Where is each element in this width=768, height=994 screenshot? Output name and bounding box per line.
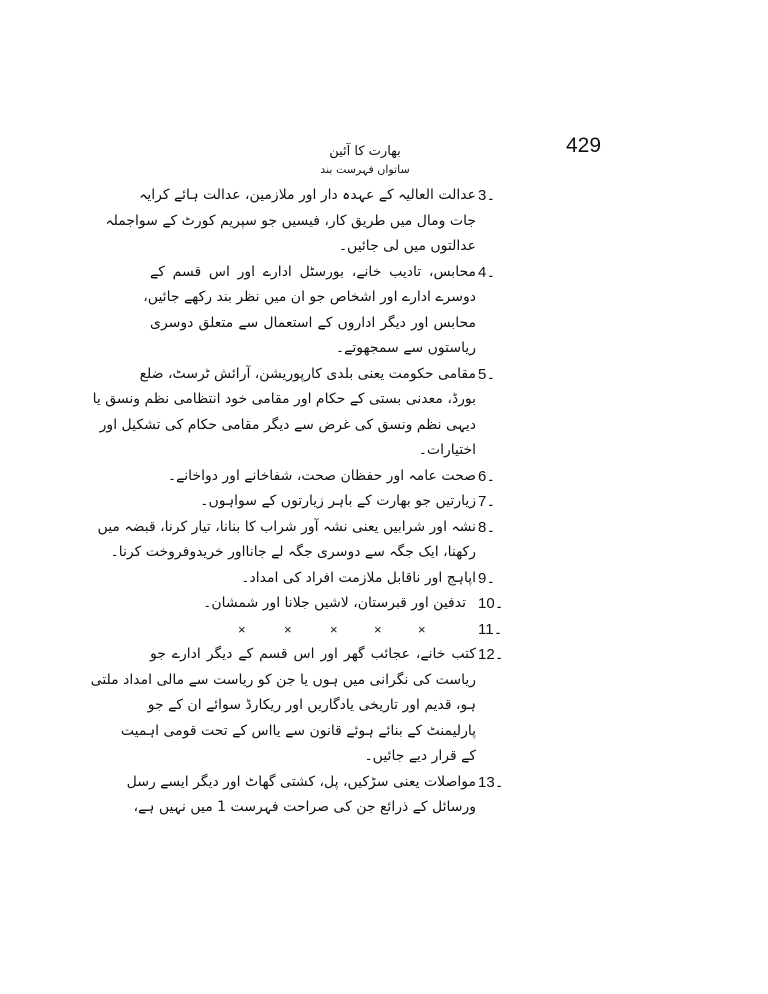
entry-8 [97, 515, 496, 566]
entry-line: نشہ اور شرابیں یعنی نشہ آور شراب کا بنانا، تیار کرنا، قبضہ میں [97, 518, 476, 535]
entry-line: ریاستوں سے سمجھوتے۔ [335, 340, 476, 356]
entry-10 [150, 591, 504, 617]
entry-number: 9۔ [478, 569, 496, 587]
omitted-marks-row [150, 617, 476, 643]
entry-line: مواصلات یعنی سڑکیں، پل، کشتی گھاٹ اور دیگر ایسے رسل [126, 773, 476, 790]
entry-line: ہو، قدیم اور تاریخی یادگاریں اور ریکارڈ سوائے ان کے جو [147, 697, 476, 713]
omitted-mark: × [284, 621, 292, 637]
entry-5 [92, 362, 496, 464]
entry-7 [150, 489, 496, 515]
entry-number: 6۔ [478, 467, 496, 485]
entry-number: 13۔ [478, 773, 504, 791]
omitted-mark: × [330, 621, 338, 637]
entry-line: صحت عامہ اور حفظان صحت، شفاخانے اور دواخانے۔ [167, 467, 476, 484]
entry-number: 8۔ [478, 518, 496, 536]
entry-number: 3۔ [478, 187, 496, 204]
entry-3 [105, 183, 496, 260]
page-title: بھارت کا آئین [329, 144, 401, 159]
entry-line: دوسرے ادارے اور اشخاص جو ان میں نظر بند رکھے جائیں، [143, 289, 476, 305]
entry-6 [150, 464, 496, 490]
entry-number: 12۔ [478, 646, 504, 663]
entry-11 [150, 617, 503, 643]
entry-number: 11۔ [478, 620, 503, 638]
entry-line: تدفین اور قبرستان، لاشیں جلانا اور شمشان۔ [203, 595, 466, 611]
entry-line: اپاہج اور ناقابل ملازمت افراد کی امداد۔ [241, 569, 476, 586]
entry-line: محابس، تادیب خانے، بورسٹل ادارے اور اس قسم کے [150, 263, 476, 280]
entry-line: ریاست کی نگرانی میں ہوں یا جن کو ریاست سے مالی امداد ملتی [90, 671, 476, 688]
entry-line: زیارتیں جو بھارت کے باہر زیارتوں کے سواہوں۔ [200, 493, 476, 509]
entry-line: کتب خانے، عجائب گھر اور اس قسم کے دیگر ادارے جو [150, 646, 476, 662]
entry-line: عدالتوں میں لی جائیں۔ [338, 238, 476, 254]
entry-number: 5۔ [478, 365, 496, 383]
entry-line: کے قرار دیے جائیں۔ [364, 748, 476, 764]
omitted-mark: × [418, 621, 426, 637]
entry-line: مقامی حکومت یعنی بلدی کارپوریشن، آرائش ٹرسٹ، ضلع [139, 365, 476, 382]
entry-line: جات ومال میں طریق کار، فیسیں جو سپریم کورٹ کے سواجملہ [105, 212, 476, 229]
entry-line: اختیارات۔ [418, 442, 476, 458]
page-header [290, 142, 440, 178]
entry-line: محابس اور دیگر اداروں کے استعمال سے متعلق دوسری [150, 314, 476, 331]
page-subtitle: ساتواں فہرست بند [320, 163, 410, 176]
entry-line: دیہی نظم ونسق کی غرض سے دیگر مقامی حکام کی تشکیل اور [99, 416, 476, 433]
entry-9 [150, 566, 496, 592]
entry-line: عدالت العالیہ کے عہدہ دار اور ملازمین، عدالت ہائے کرایہ [139, 187, 476, 203]
entry-13 [126, 770, 504, 821]
omitted-mark: × [238, 621, 246, 637]
entry-number: 4۔ [478, 263, 496, 281]
entry-line: رکھنا، ایک جگہ سے دوسری جگہ لے جانااور خریدوفروخت کرنا۔ [110, 544, 476, 560]
page-number: 429 [566, 134, 602, 157]
omitted-mark: × [374, 621, 382, 637]
entry-4 [143, 260, 496, 362]
entries-list [90, 183, 504, 821]
entry-number: 10۔ [478, 595, 504, 612]
entry-line: ورسائل کے ذرائع جن کی صراحت فہرست 1 میں نہیں ہے، [133, 799, 476, 815]
entry-line: پارلیمنٹ کے بنائے ہوئے قانون سے یااس کے تحت قومی اہمیت [120, 722, 476, 739]
entry-line: بورڈ، معدنی بستی کے حکام اور مقامی خود انتظامی نظم ونسق یا [92, 391, 476, 407]
entry-12 [90, 642, 504, 770]
entry-number: 7۔ [478, 493, 496, 510]
